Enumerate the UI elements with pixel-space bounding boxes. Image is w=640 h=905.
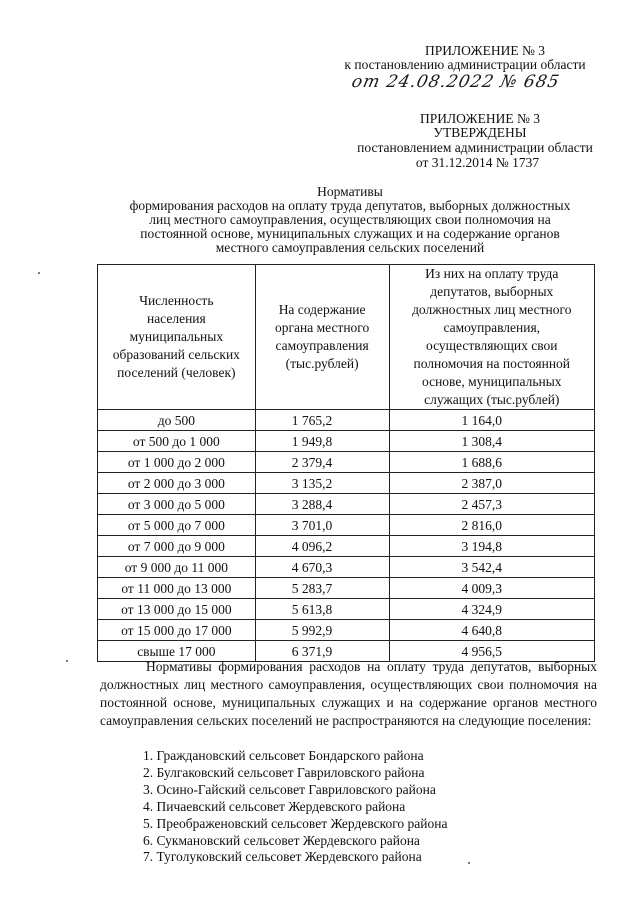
table-row (98, 536, 595, 557)
doc-title-line5: местного самоуправления сельских поселений (215, 240, 485, 255)
cell-maintenance: 5 283,7 (255, 578, 389, 599)
cell-salaries: 4 640,8 (389, 620, 594, 641)
cell-salaries: 3 542,4 (389, 557, 594, 578)
cell-maintenance: 5 613,8 (255, 599, 389, 620)
column-header-population: Численность населения муниципальных образований сельских поселений (человек) (98, 265, 256, 410)
table-row (98, 578, 595, 599)
cell-maintenance: 6 371,9 (255, 641, 389, 662)
cell-population: от 2 000 до 3 000 (98, 473, 256, 494)
cell-salaries: 4 009,3 (389, 578, 594, 599)
cell-maintenance: 3 135,2 (255, 473, 389, 494)
list-item: 2. Булгаковский сельсовет Гавриловского района (143, 764, 425, 780)
cell-population: свыше 17 000 (98, 641, 256, 662)
table-row (98, 557, 595, 578)
cell-population: от 3 000 до 5 000 (98, 494, 256, 515)
doc-title-line4: постоянной основе, муниципальных служащих и на содержание органов (140, 226, 560, 241)
table-row (98, 431, 595, 452)
cell-maintenance: 1 765,2 (255, 410, 389, 431)
cell-salaries: 4 324,9 (389, 599, 594, 620)
table-row (98, 620, 595, 641)
list-item: 6. Сукмановский сельсовет Жердевского района (143, 832, 420, 848)
appendix-subtitle-top: к постановлению администрации области (344, 57, 586, 72)
list-item: 3. Осино-Гайский сельсовет Гавриловского района (143, 781, 436, 797)
cell-salaries: 1 688,6 (389, 452, 594, 473)
cell-maintenance: 3 701,0 (255, 515, 389, 536)
cell-population: до 500 (98, 410, 256, 431)
column-header-maintenance: На содержание органа местного самоуправления (тыс.рублей) (255, 265, 389, 410)
norms-table (97, 264, 595, 662)
approved-label: УТВЕРЖДЕНЫ (433, 125, 527, 140)
cell-maintenance: 5 992,9 (255, 620, 389, 641)
cell-maintenance: 4 096,2 (255, 536, 389, 557)
table-row (98, 599, 595, 620)
table-header-row (98, 265, 595, 410)
list-item: 4. Пичаевский сельсовет Жердевского района (143, 798, 406, 814)
table-row (98, 452, 595, 473)
cell-salaries: 2 387,0 (389, 473, 594, 494)
cell-salaries: 4 956,5 (389, 641, 594, 662)
list-item: 5. Преображеновский сельсовет Жердевского района (143, 815, 448, 831)
cell-population: от 9 000 до 11 000 (98, 557, 256, 578)
cell-population: от 500 до 1 000 (98, 431, 256, 452)
scan-speck (38, 272, 40, 274)
list-item: 1. Граждановский сельсовет Бондарского района (143, 748, 424, 763)
appendix-title-approved: ПРИЛОЖЕНИЕ № 3 (419, 111, 541, 126)
approved-by-line: постановлением администрации области (357, 140, 593, 155)
cell-population: от 7 000 до 9 000 (98, 536, 256, 557)
cell-population: от 5 000 до 7 000 (98, 515, 256, 536)
handwritten-date-number: от 24.08.2022 № 685 (349, 72, 562, 92)
table-row (98, 410, 595, 431)
cell-salaries: 3 194,8 (389, 536, 594, 557)
cell-maintenance: 4 670,3 (255, 557, 389, 578)
cell-salaries: 1 308,4 (389, 431, 594, 452)
doc-title-line1: Нормативы (317, 184, 383, 199)
settlements-list (143, 748, 448, 866)
appendix-title-top: ПРИЛОЖЕНИЕ № 3 (424, 43, 546, 58)
list-item: 7. Туголуковский сельсовет Жердевского района (143, 849, 422, 865)
exception-paragraph-text: Нормативы формирования расходов на оплату труда депутатов, выборных должностных лиц местного самоуправления, осуществляющих свои полномочия на постоянной основе, муниципальных служащих и на содержание органов местного самоуправления сельских поселений не распространяются на следующие поселения: (100, 659, 597, 728)
cell-maintenance: 1 949,8 (255, 431, 389, 452)
exception-paragraph (100, 658, 597, 730)
column-header-salaries: Из них на оплату труда депутатов, выборных должностных лиц местного самоуправления, осуществляющих свои полномочия на постоянной основе, муниципальных служащих (тыс.рублей) (389, 265, 594, 410)
cell-salaries: 2 457,3 (389, 494, 594, 515)
scan-speck (468, 862, 470, 864)
doc-title-line3: лиц местного самоуправления, осуществляющих свои полномочия на (149, 212, 551, 227)
cell-maintenance: 3 288,4 (255, 494, 389, 515)
cell-maintenance: 2 379,4 (255, 452, 389, 473)
doc-title-line2: формирования расходов на оплату труда депутатов, выборных должностных (129, 198, 571, 213)
approved-date-line: от 31.12.2014 № 1737 (415, 155, 540, 170)
cell-salaries: 2 816,0 (389, 515, 594, 536)
cell-population: от 13 000 до 15 000 (98, 599, 256, 620)
cell-population: от 11 000 до 13 000 (98, 578, 256, 599)
cell-population: от 15 000 до 17 000 (98, 620, 256, 641)
table-row (98, 494, 595, 515)
cell-salaries: 1 164,0 (389, 410, 594, 431)
cell-population: от 1 000 до 2 000 (98, 452, 256, 473)
scan-speck (66, 660, 68, 662)
table-row (98, 515, 595, 536)
table-row (98, 473, 595, 494)
